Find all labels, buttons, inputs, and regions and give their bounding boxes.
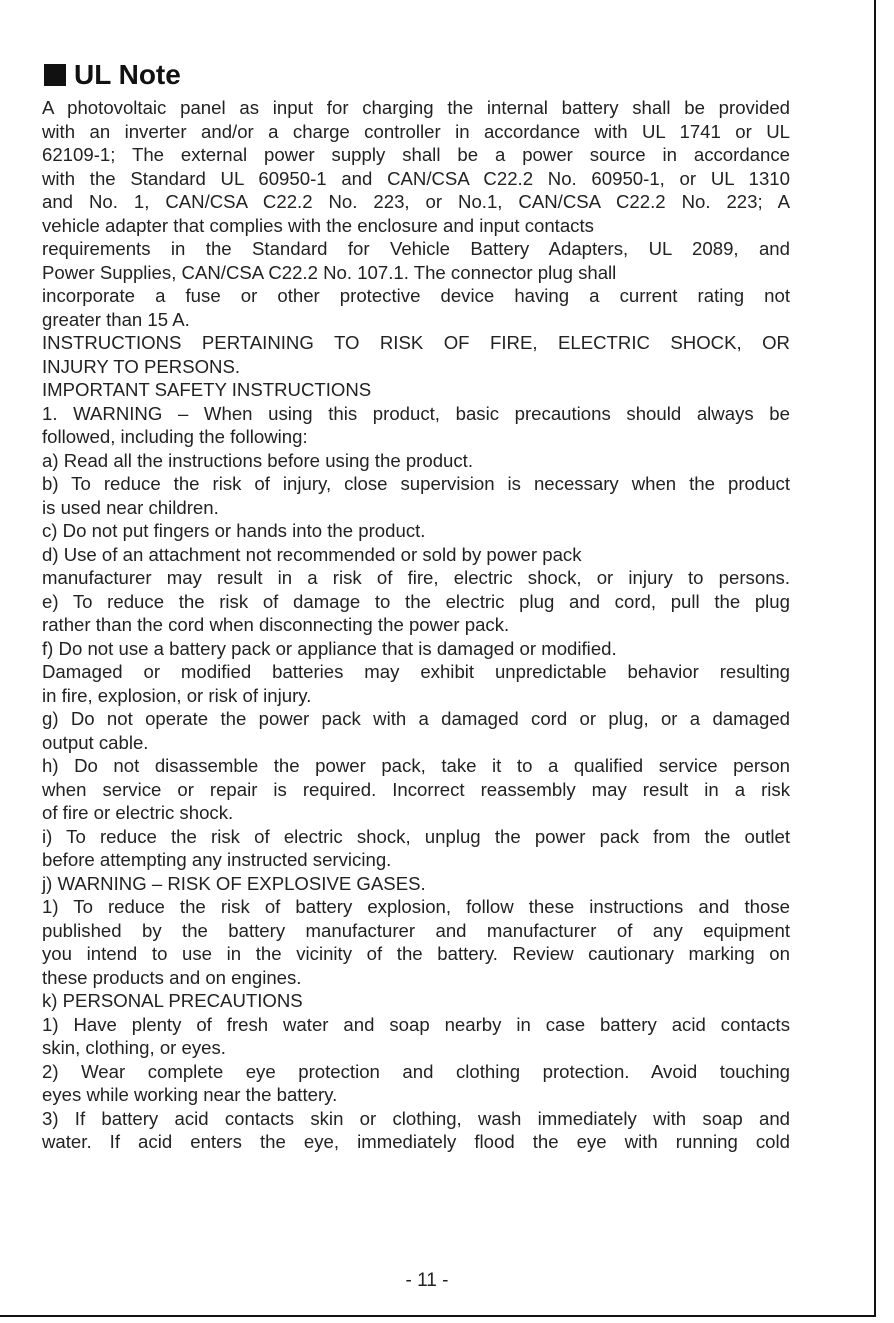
text-line: 3) If battery acid contacts skin or clothing, wash immediately with soap and [42,1107,790,1129]
text-line: before attempting any instructed servicing. [42,849,392,870]
text-line: 1) Have plenty of fresh water and soap nearby in case battery acid contacts [42,1013,790,1035]
section-heading [42,56,790,94]
text-line: b) To reduce the risk of injury, close supervision is necessary when the product [42,473,790,494]
text-line: water. If acid enters the eye, immediately flood the eye with running cold [42,1131,790,1152]
text-line: 1) To reduce the risk of battery explosion, follow these instructions and those [42,896,790,917]
page-number: - 11 - [405,1270,449,1291]
text-line: manufacturer may result in a risk of fire, electric shock, or injury to persons. [42,567,790,588]
text-line: a) Read all the instructions before using the product. [42,449,474,471]
text-line: and No. 1, CAN/CSA C22.2 No. 223, or No.1, CAN/CSA C22.2 No. 223; A [42,191,790,212]
text-line: i) To reduce the risk of electric shock, unplug the power pack from the outlet [42,825,790,847]
text-line: output cable. [42,731,149,753]
page-border-bottom [0,1315,876,1317]
text-line: rather than the cord when disconnecting the power pack. [42,614,510,635]
text-line: when service or repair is required. Incorrect reassembly may result in a risk [42,778,790,800]
text-line: d) Use of an attachment not recommended or sold by power pack [42,543,582,565]
text-line: h) Do not disassemble the power pack, take it to a qualified service person [42,755,790,776]
text-line: 2) Wear complete eye protection and clothing protection. Avoid touching [42,1060,790,1082]
text-line: g) Do not operate the power pack with a damaged cord or plug, or a damaged [42,708,790,729]
text-line: greater than 15 A. [42,308,190,330]
text-line: c) Do not put fingers or hands into the product. [42,520,426,541]
text-line: vehicle adapter that complies with the enclosure and input contacts [42,214,594,236]
text-line: of fire or electric shock. [42,802,234,823]
text-line: with an inverter and/or a charge controller in accordance with UL 1741 or UL [42,120,790,142]
body-text [42,96,790,1154]
page-content [42,56,790,1154]
page-border-right [874,0,876,1316]
text-line: k) PERSONAL PRECAUTIONS [42,990,303,1011]
text-line: INSTRUCTIONS PERTAINING TO RISK OF FIRE, ELECTRIC SHOCK, OR [42,332,790,353]
text-line: with the Standard UL 60950-1 and CAN/CSA C22.2 No. 60950-1, or UL 1310 [42,167,790,189]
text-line: eyes while working near the battery. [42,1084,338,1105]
text-line: j) WARNING – RISK OF EXPLOSIVE GASES. [42,872,426,894]
text-line: you intend to use in the vicinity of the battery. Review cautionary marking on [42,943,790,964]
text-line: 62109-1; The external power supply shall be a power source in accordance [42,144,790,165]
text-line: 1. WARNING – When using this product, basic precautions should always be [42,402,790,424]
text-line: IMPORTANT SAFETY INSTRUCTIONS [42,379,372,400]
text-line: these products and on engines. [42,966,302,988]
section-title: UL Note [74,59,181,90]
text-line: incorporate a fuse or other protective device having a current rating not [42,285,790,306]
text-line: Power Supplies, CAN/CSA C22.2 No. 107.1. The connector plug shall [42,261,617,283]
text-line: followed, including the following: [42,426,308,447]
text-line: e) To reduce the risk of damage to the electric plug and cord, pull the plug [42,590,790,612]
text-line: in fire, explosion, or risk of injury. [42,684,312,706]
text-line: A photovoltaic panel as input for charging the internal battery shall be provided [42,97,790,118]
text-line: f) Do not use a battery pack or appliance that is damaged or modified. [42,637,617,659]
text-line: is used near children. [42,496,219,518]
square-bullet-icon [44,64,66,86]
text-line: published by the battery manufacturer and manufacturer of any equipment [42,919,790,941]
text-line: skin, clothing, or eyes. [42,1037,226,1058]
text-line: Damaged or modified batteries may exhibit unpredictable behavior resulting [42,661,790,682]
text-line: INJURY TO PERSONS. [42,355,241,377]
text-line: requirements in the Standard for Vehicle Battery Adapters, UL 2089, and [42,238,790,259]
